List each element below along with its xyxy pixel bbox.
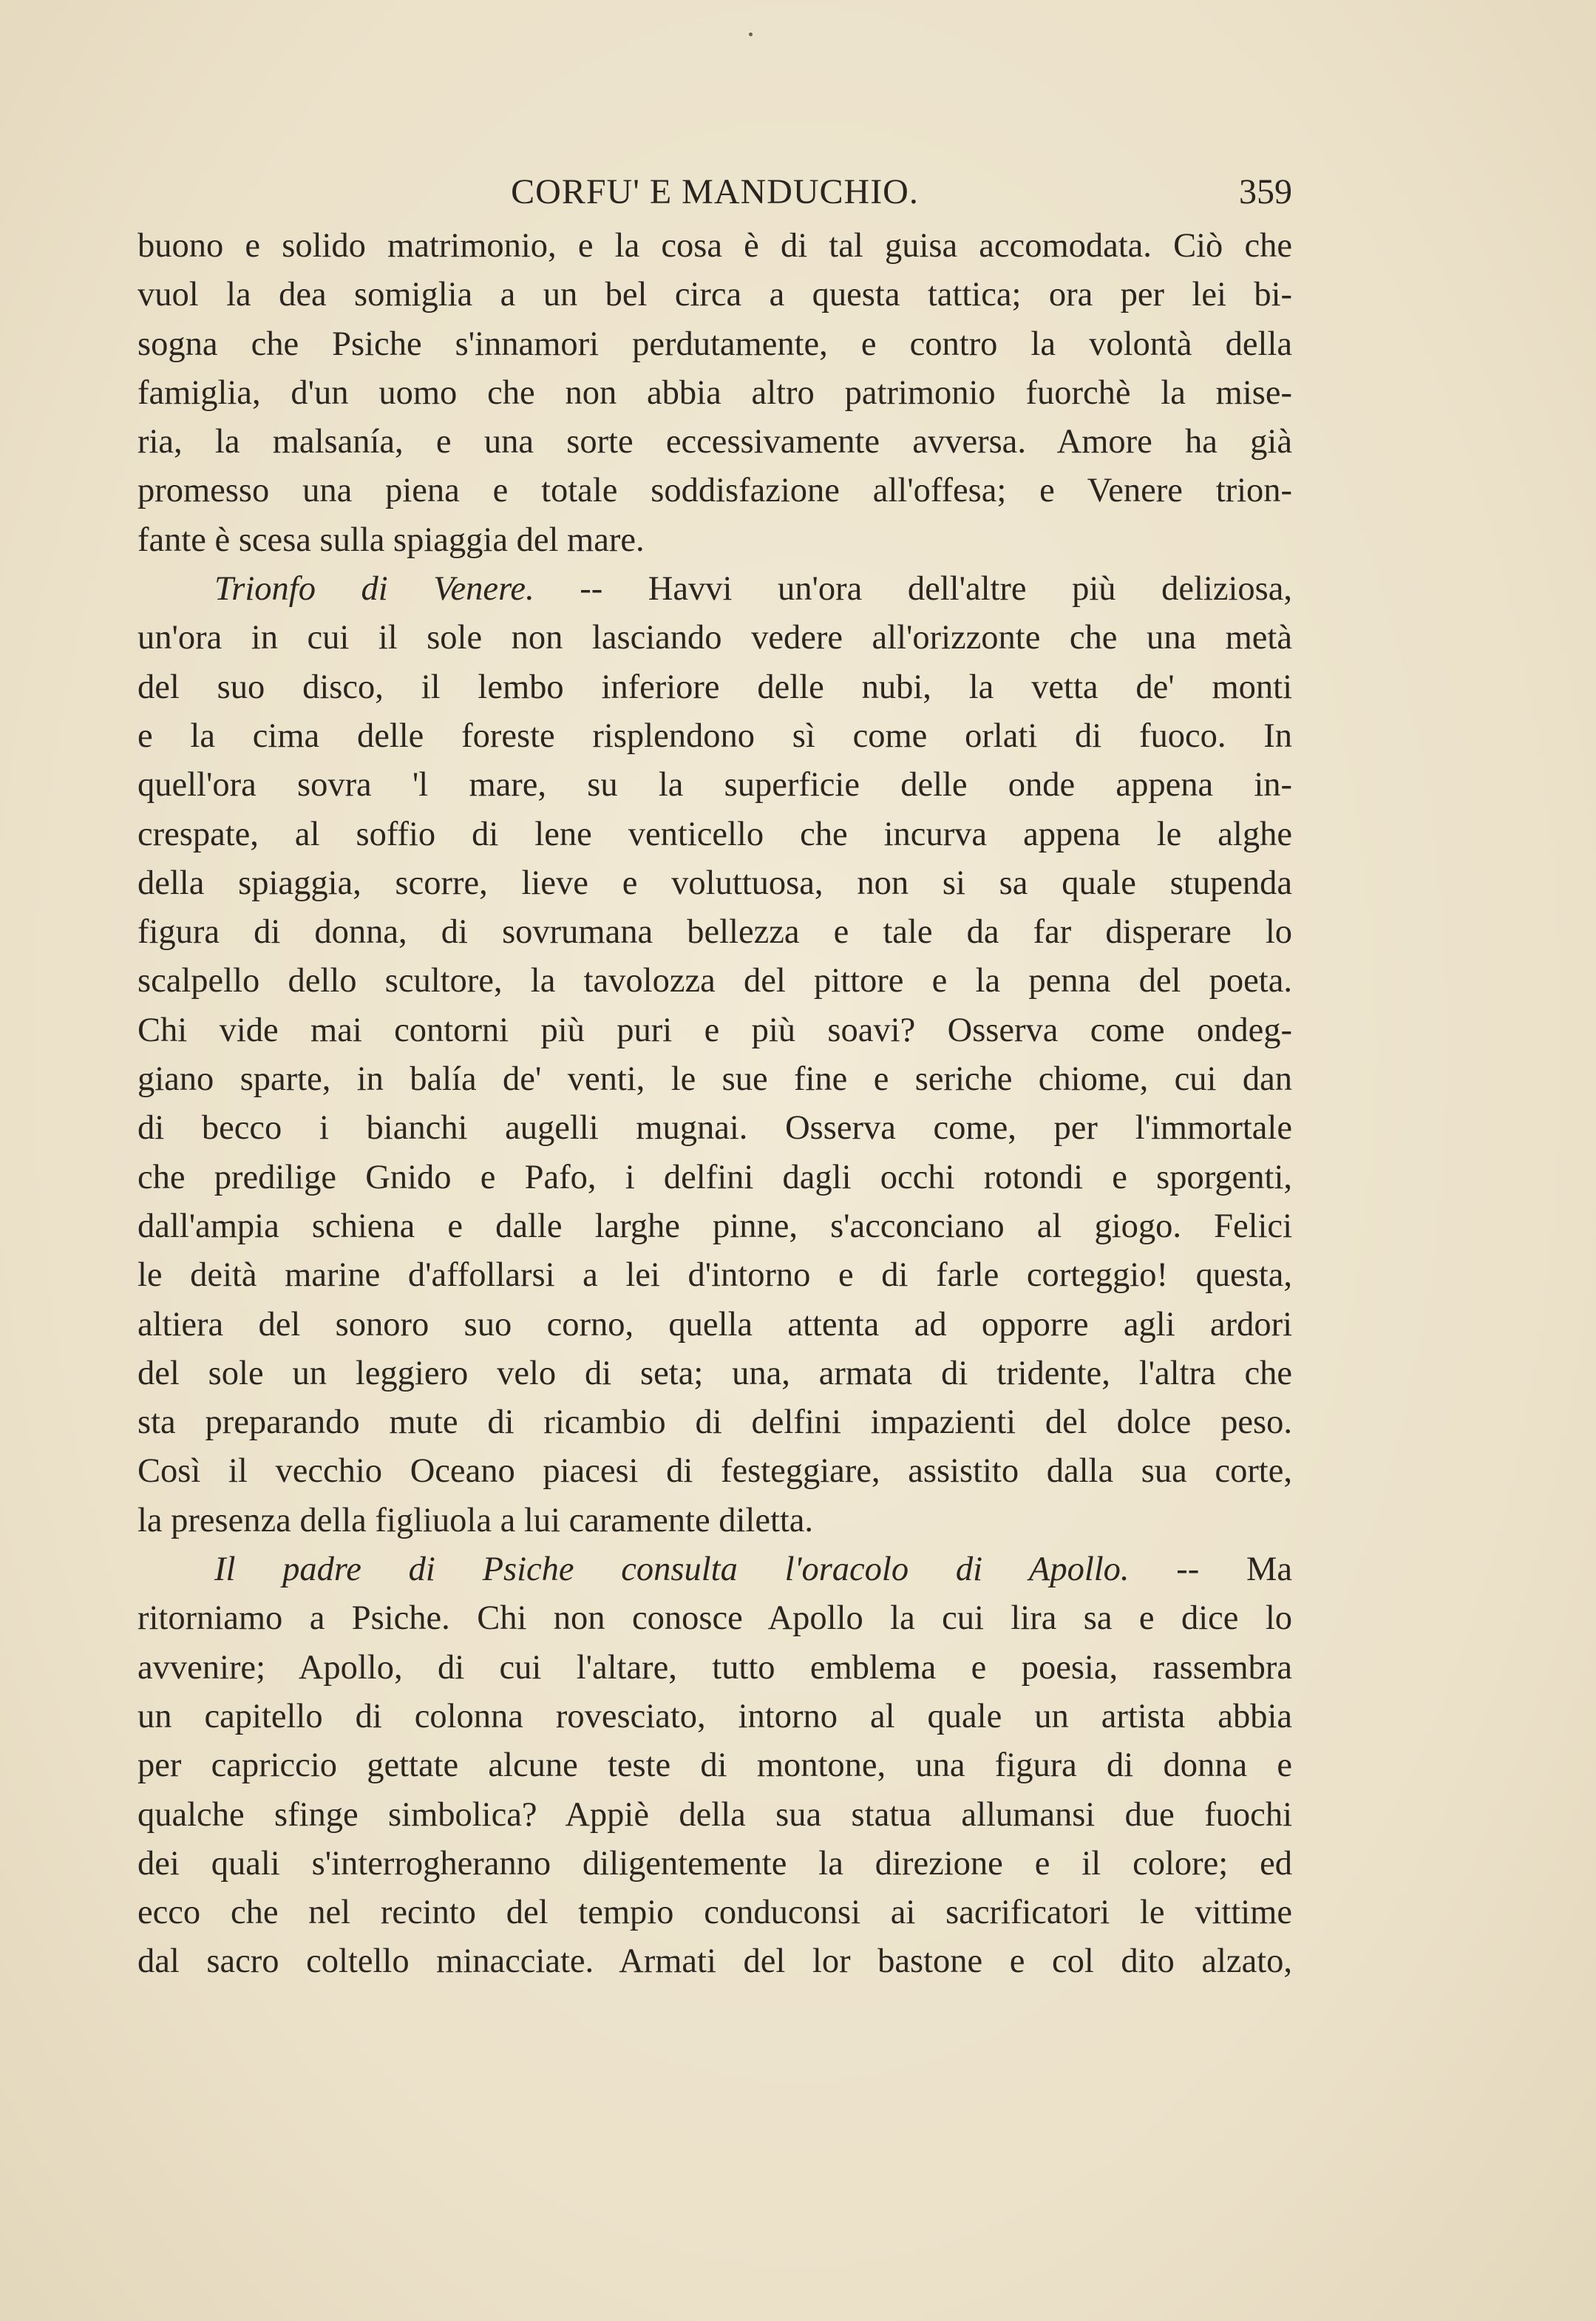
text-line: promesso una piena e totale soddisfazione all'offesa; e Venere trion- (137, 472, 1292, 510)
text-line: del suo disco, il lembo inferiore delle nubi, la vetta de' monti (137, 668, 1292, 706)
text-line (137, 1545, 1292, 1594)
text-line: e la cima delle foreste risplendono sì come orlati di fuoco. In (137, 716, 1292, 755)
text-line: della spiaggia, scorre, lieve e voluttuosa, non si sa quale stupenda (137, 864, 1292, 902)
text-line: ria, la malsanía, e una sorte eccessivamente avversa. Amore ha già (137, 423, 1292, 461)
text-line: vuol la dea somiglia a un bel circa a questa tattica; ora per lei bi- (137, 276, 1292, 314)
text-line: giano sparte, in balía de' venti, le sue fine e seriche chiome, cui dan (137, 1060, 1292, 1099)
text-line: ecco che nel recinto del tempio conduconsi ai sacrificatori le vittime (137, 1894, 1292, 1932)
text-line: un capitello di colonna rovesciato, intorno al quale un artista abbia (137, 1697, 1292, 1735)
page-number: 359 (1239, 172, 1292, 211)
text-line: Chi vide mai contorni più puri e più soavi? Osserva come ondeg- (137, 1011, 1292, 1049)
text-line (137, 565, 1292, 614)
ink-dot (749, 33, 753, 36)
text-run: -- Havvi un'ora dell'altre più deliziosa, (534, 570, 1292, 609)
text-line: che predilige Gnido e Pafo, i delfini dagli occhi rotondi e sporgenti, (137, 1158, 1292, 1196)
body-text (137, 222, 1292, 1987)
text-run: -- Ma (1129, 1551, 1292, 1589)
text-line: di becco i bianchi augelli mugnai. Osserva come, per l'immortale (137, 1109, 1292, 1148)
text-line: fante è scesa sulla spiaggia del mare. (137, 521, 645, 559)
text-line: sta preparando mute di ricambio di delfini impazienti del dolce peso. (137, 1403, 1292, 1442)
text-line: figura di donna, di sovrumana bellezza e tale da far disperare lo (137, 913, 1292, 952)
text-line: ritorniamo a Psiche. Chi non conosce Apollo la cui lira sa e dice lo (137, 1599, 1292, 1638)
text-line: altiera del sonoro suo corno, quella attenta ad opporre agli ardori (137, 1305, 1292, 1344)
text-line: sogna che Psiche s'innamori perdutamente, e contro la volontà della (137, 325, 1292, 363)
section-heading-trionfo: Trionfo di Venere. (214, 570, 534, 609)
text-line: la presenza della figliuola a lui caramente diletta. (137, 1501, 814, 1539)
text-line: buono e solido matrimonio, e la cosa è di tal guisa accomodata. Ciò che (137, 227, 1292, 265)
section-heading-oracolo: Il padre di Psiche consulta l'oracolo di Apollo. (214, 1551, 1130, 1589)
text-line: dei quali s'interrogheranno diligentemente la direzione e il colore; ed (137, 1844, 1292, 1883)
text-line: scalpello dello scultore, la tavolozza del pittore e la penna del poeta. (137, 962, 1292, 1000)
text-line: dall'ampia schiena e dalle larghe pinne, s'acconciano al giogo. Felici (137, 1207, 1292, 1245)
text-line: quell'ora sovra 'l mare, su la superficie delle onde appena in- (137, 766, 1292, 804)
text-line: dal sacro coltello minacciate. Armati del lor bastone e col dito alzato, (137, 1942, 1292, 1981)
text-line: le deità marine d'affollarsi a lei d'intorno e di farle corteggio! questa, (137, 1256, 1292, 1295)
text-line: famiglia, d'un uomo che non abbia altro patrimonio fuorchè la mise- (137, 373, 1292, 412)
text-line: avvenire; Apollo, di cui l'altare, tutto emblema e poesia, rassembra (137, 1648, 1292, 1687)
text-line: un'ora in cui il sole non lasciando vedere all'orizzonte che una metà (137, 619, 1292, 657)
running-title: CORFU' E MANDUCHIO. (511, 172, 919, 211)
text-line: del sole un leggiero velo di seta; una, armata di tridente, l'altra che (137, 1354, 1292, 1392)
text-line: qualche sfinge simbolica? Appiè della sua statua allumansi due fuochi (137, 1795, 1292, 1834)
running-header (137, 172, 1292, 223)
text-line: Così il vecchio Oceano piacesi di festeggiare, assistito dalla sua corte, (137, 1452, 1292, 1491)
text-line: crespate, al soffio di lene venticello che incurva appena le alghe (137, 815, 1292, 853)
text-line: per capriccio gettate alcune teste di montone, una figura di donna e (137, 1746, 1292, 1785)
